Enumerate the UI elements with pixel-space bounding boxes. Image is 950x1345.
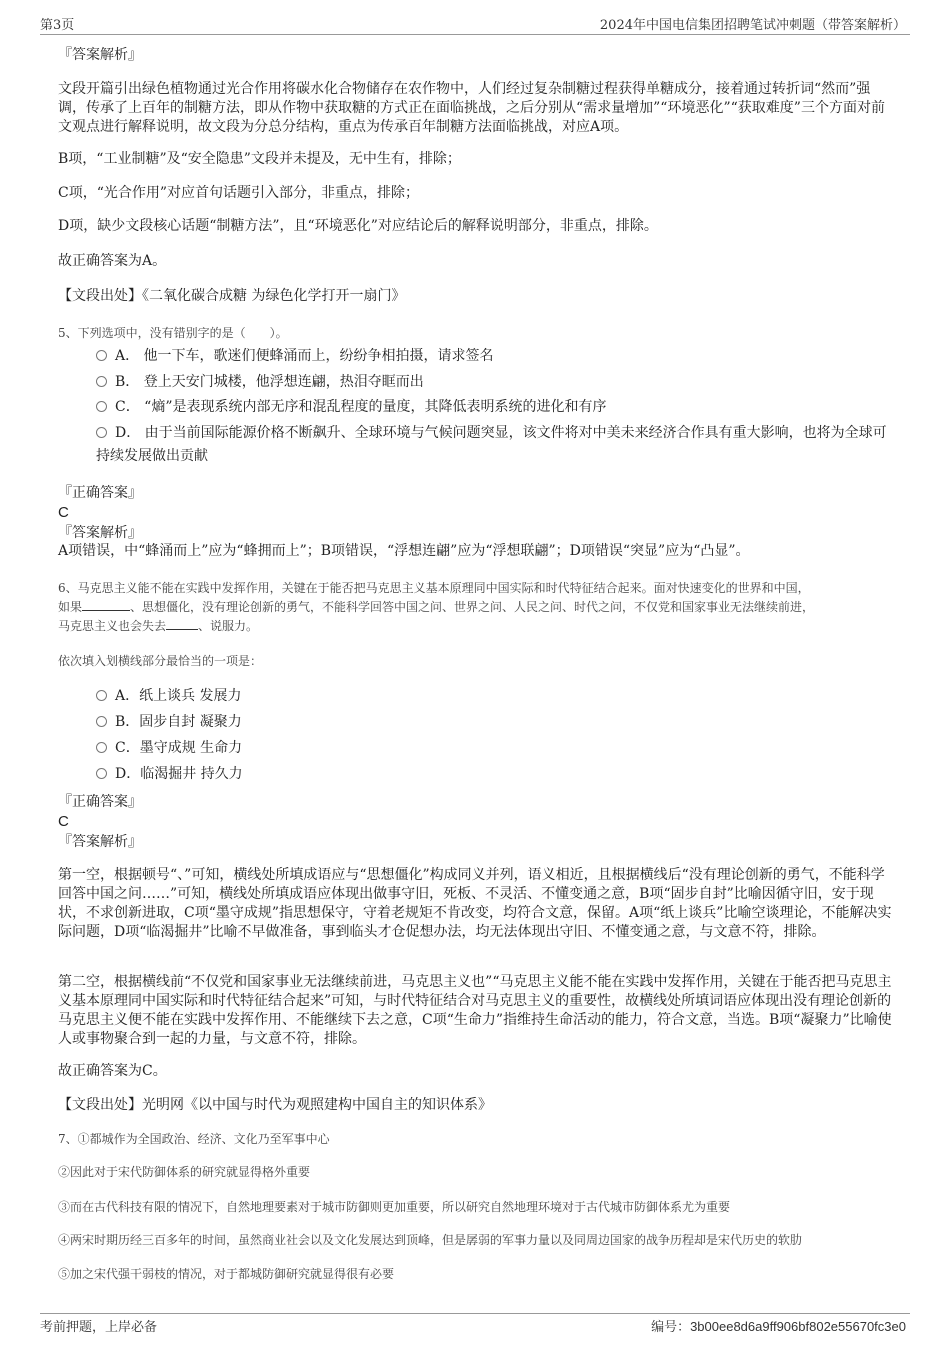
footer-slogan: 考前押题，上岸必备: [40, 1320, 158, 1335]
q6-analysis-tag: 『答案解析』: [58, 834, 142, 850]
page-footer: [40, 1313, 910, 1336]
q6-correct-tag: 『正确答案』: [58, 794, 142, 810]
blank-1[interactable]: [82, 598, 130, 611]
q6-analysis-para1: 第一空，根据顿号“、”可知，横线处所填成语应与“思想僵化”构成同义并列，语义相近，且根据横线后“没有理论创新的勇气，不能科学回答中国之问……”可知，横线处所填成语应体现出做事守旧，死板、不灵活、不懂变通之意，B项“固步自封”比喻因循守旧，安于现状，不求创新进取，C项“墨守成规”指思想保守，守着老规矩不肯改变，均符合文意，保留。A项“纸上谈兵”比喻空谈理论，不能解决实际问题，D项“临渴掘井”比喻不早做准备，事到临头才仓促想办法，均无法体现出守旧、不懂变通之意，与文意不符，排除。: [58, 867, 892, 940]
q5-option-b[interactable]: B． 登上天安门城楼，他浮想连翩，热泪夺眶而出: [96, 371, 424, 394]
q4-source: 【文段出处】《二氧化碳合成糖 为绿色化学打开一扇门》: [58, 288, 406, 304]
q4-option-c-analysis: C项，“光合作用”对应首句话题引入部分，非重点，排除；: [58, 185, 420, 201]
document-title: 2024年中国电信集团招聘笔试冲刺题（带答案解析）: [599, 18, 906, 33]
q6-analysis-para2: 第二空，根据横线前“不仅党和国家事业无法继续前进，马克思主义也”“马克思主义能不能在实践中发挥作用，关键在于能否把马克思主义基本原理同中国实际和时代特征结合起来”可知，与时代特征结合对马克思主义的重要性，故横线处所填词语应体现出没有理论创新的马克思主义便不能在实践中发挥作用、不能继续下去之意，C项“生命力”指维持生命活动的能力，符合文意，当选。B项“凝聚力”比喻使人或事物聚合到一起的力量，与文意不符，排除。: [58, 974, 892, 1047]
q4-option-b-analysis: B项，“工业制糖”及“安全隐患”文段并未提及，无中生有，排除；: [58, 151, 461, 167]
q5-option-d[interactable]: D． 由于当前国际能源价格不断飙升、全球环境与气候问题突显，该文件将对中美未来经济合作具有重大影响，也将为全球可持续发展做出贡献: [96, 425, 887, 464]
q6-stem: 6、马克思主义能不能在实践中发挥作用，关键在于能否把马克思主义基本原理同中国实际和时代特征结合起来。面对快速变化的世界和中国， 如果 、思想僵化，没有理论创新的勇气，不能科学回答中国之问、世界之问、人民之问、时代之问，不仅党和国家事业无法继续前进， 马克思主义也会失去 、说服力。: [58, 581, 815, 633]
q6-answer: C: [58, 813, 69, 830]
q6-option-d[interactable]: D．临渴掘井 持久力: [96, 763, 243, 786]
q4-analysis-tag: 『答案解析』: [58, 47, 142, 63]
q7-sentence-5: ⑤加之宋代强干弱枝的情况，对于都城防御研究就显得很有必要: [58, 1267, 395, 1281]
q6-option-c[interactable]: C．墨守成规 生命力: [96, 737, 242, 760]
q5-answer: C: [58, 504, 69, 521]
blank-2[interactable]: [166, 617, 198, 630]
radio-icon[interactable]: [96, 768, 107, 779]
page-number: 第3页: [40, 18, 75, 33]
q4-option-d-analysis: D项，缺少文段核心话题“制糖方法”，且“环境恶化”对应结论后的解释说明部分，非重点，排除。: [58, 218, 658, 234]
radio-icon[interactable]: [96, 350, 107, 361]
q6-option-a[interactable]: A．纸上谈兵 发展力: [96, 685, 242, 708]
radio-icon[interactable]: [96, 401, 107, 412]
page-header: [40, 14, 910, 35]
q5-option-a[interactable]: A． 他一下车，歌迷们便蜂涌而上，纷纷争相拍摄，请求签名: [96, 345, 494, 368]
radio-icon[interactable]: [96, 716, 107, 727]
q5-option-c[interactable]: C． “熵”是表现系统内部无序和混乱程度的量度，其降低表明系统的进化和有序: [96, 396, 606, 419]
q6-conclusion: 故正确答案为C。: [58, 1063, 167, 1079]
q7-sentence-3: ③而在古代科技有限的情况下，自然地理要素对于城市防御则更加重要，所以研究自然地理环境对于古代城市防御体系尤为重要: [58, 1200, 731, 1214]
q7-sentence-4: ④两宋时期历经三百多年的时间，虽然商业社会以及文化发展达到顶峰，但是孱弱的军事力量以及同周边国家的战争历程却是宋代历史的软肋: [58, 1233, 803, 1247]
q6-option-b[interactable]: B．固步自封 凝聚力: [96, 711, 242, 734]
radio-icon[interactable]: [96, 690, 107, 701]
radio-icon[interactable]: [96, 742, 107, 753]
q6-instruction: 依次填入划横线部分最恰当的一项是：: [58, 654, 263, 668]
footer-code: 编号：3b00ee8d6a9ff906bf802e55670fc3e0: [651, 1319, 906, 1334]
q4-analysis-para: 文段开篇引出绿色植物通过光合作用将碳水化合物储存在农作物中，人们经过复杂制糖过程获得单糖成分，接着通过转折词“然而”强调，传承了上百年的制糖方法，即从作物中获取糖的方式正在面临挑战，之后分别从“需求量增加”“环境恶化”“获取难度”三个方面对前文观点进行解释说明，故文段为分总分结构，重点为传承百年制糖方法面临挑战，对应A项。: [58, 81, 885, 135]
q5-analysis-tag: 『答案解析』: [58, 525, 142, 541]
q5-analysis: A项错误，中“蜂涌而上”应为“蜂拥而上”；B项错误，“浮想连翩”应为“浮想联翩”；D项错误“突显”应为“凸显”。: [58, 543, 750, 559]
q4-conclusion: 故正确答案为A。: [58, 253, 167, 269]
q5-stem: 5、下列选项中，没有错别字的是（ ）。: [58, 326, 288, 340]
q6-source: 【文段出处】光明网《以中国与时代为观照建构中国自主的知识体系》: [58, 1097, 492, 1113]
q5-correct-tag: 『正确答案』: [58, 485, 142, 501]
radio-icon[interactable]: [96, 376, 107, 387]
q7-sentence-2: ②因此对于宋代防御体系的研究就显得格外重要: [58, 1165, 311, 1179]
radio-icon[interactable]: [96, 427, 107, 438]
q7-sentence-1: 7、①都城作为全国政治、经济、文化乃至军事中心: [58, 1132, 330, 1146]
